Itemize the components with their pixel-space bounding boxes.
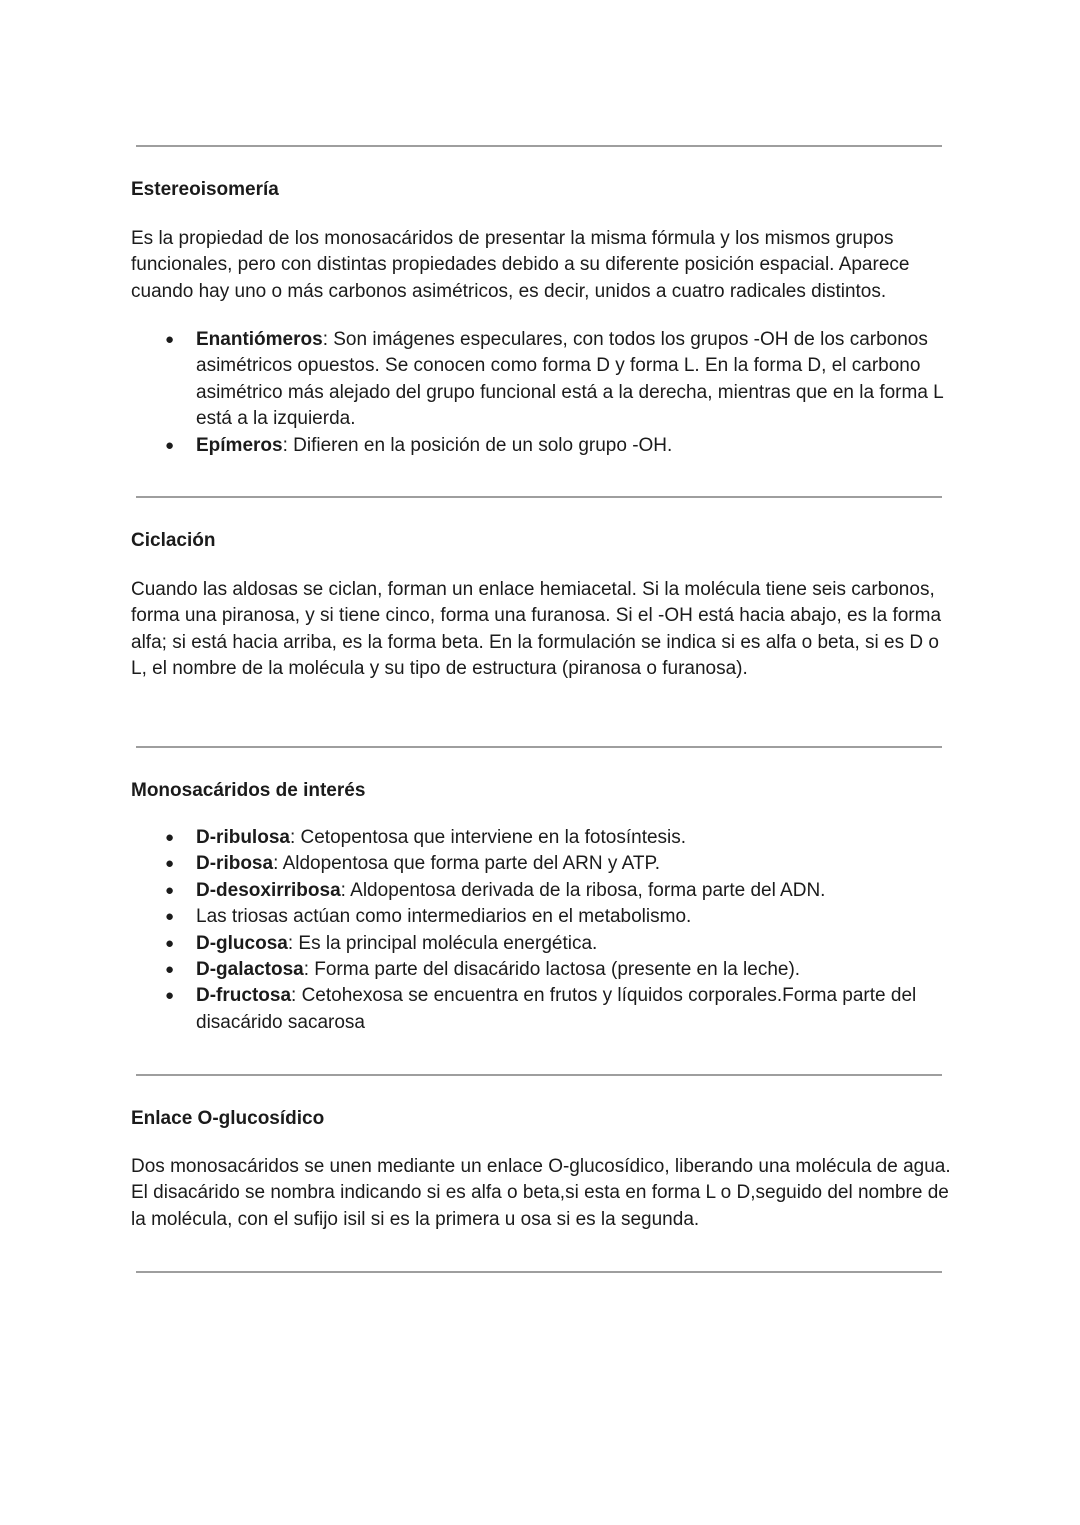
list-item-text: : Cetopentosa que interviene en la fotosíntesis. <box>289 827 687 848</box>
list-item <box>131 983 951 1036</box>
list-item-term: Epímeros <box>196 434 283 456</box>
monosacaridos-list <box>131 825 951 1036</box>
bullet-icon: ● <box>165 331 175 348</box>
divider <box>136 496 942 498</box>
list-item-term: D-fructosa <box>196 985 292 1007</box>
list-item <box>131 904 951 930</box>
list-item-text: : Aldopentosa derivada de la ribosa, forma parte del ADN. <box>340 879 826 901</box>
bullet-icon: ● <box>165 829 175 846</box>
bullet-icon: ● <box>165 961 175 979</box>
bullet-icon: ● <box>165 855 175 873</box>
divider <box>136 746 942 748</box>
list-item <box>131 878 951 904</box>
list-item <box>131 433 951 459</box>
list-item-text: : Son imágenes especulares, con todos los grupos -OH de los carbonos asimétricos opuestos. Se conocen como forma D y forma L. En la forma D, el carbono asimétrico más alejado del grupo funcional está a la derecha, mientras que en la forma L está a la izquierda. <box>196 329 944 430</box>
divider <box>136 1074 942 1076</box>
enlace-paragraph: Dos monosacáridos se unen mediante un enlace O-glucosídico, liberando una molécula de agua. El disacárido se nombra indicando si es alfa o beta,si esta en forma L o D,seguido del nombre de la molécula, con el sufijo isil si es la primera u osa si es la segunda. <box>131 1156 951 1230</box>
list-item-text: Las triosas actúan como intermediarios en el metabolismo. <box>196 906 692 928</box>
list-item <box>131 851 951 877</box>
list-item-term: D-desoxirribosa <box>196 879 341 901</box>
bullet-icon: ● <box>165 987 175 1005</box>
divider <box>136 145 942 147</box>
section-title-estereoisomeria: Estereoisomería <box>131 179 279 200</box>
bullet-icon: ● <box>165 908 175 926</box>
ciclacion-paragraph: Cuando las aldosas se ciclan, forman un enlace hemiacetal. Si la molécula tiene seis carbonos, forma una piranosa, y si tiene cinco, forma una furanosa. Si el -OH está hacia abajo, es la forma alfa; si está hacia arriba, es la forma beta. En la formulación se indica si es alfa o beta, si es D o L, el nombre de la molécula y su tipo de estructura (piranosa o furanosa). <box>131 579 942 680</box>
bullet-icon: ● <box>165 934 175 952</box>
list-item <box>131 825 951 851</box>
list-item-term: D-ribulosa <box>196 827 290 848</box>
list-item-text: : Difieren en la posición de un solo grupo -OH. <box>282 434 673 456</box>
bullet-icon: ● <box>165 881 175 899</box>
list-item-term: D-galactosa <box>196 959 304 981</box>
list-item-text: : Es la principal molécula energética. <box>287 932 598 954</box>
list-item-term: D-ribosa <box>196 853 274 875</box>
list-item-text: : Aldopentosa que forma parte del ARN y ATP. <box>273 853 660 875</box>
list-item <box>131 327 951 433</box>
list-item-term: Enantiómeros <box>196 329 323 350</box>
section-title-ciclacion: Ciclación <box>131 530 216 551</box>
estereoisomeria-list <box>131 327 951 459</box>
section-title-enlace: Enlace O-glucosídico <box>131 1108 325 1129</box>
estereoisomeria-paragraph: Es la propiedad de los monosacáridos de presentar la misma fórmula y los mismos grupos funcionales, pero con distintas propiedades debido a su diferente posición espacial. Aparece cuando hay uno o más carbonos asimétricos, es decir, unidos a cuatro radicales distintos. <box>131 228 910 302</box>
list-item-term: D-glucosa <box>196 932 288 954</box>
list-item-text: : Forma parte del disacárido lactosa (presente en la leche). <box>303 959 801 981</box>
bullet-icon: ● <box>165 436 175 454</box>
list-item-text: : Cetohexosa se encuentra en frutos y líquidos corporales.Forma parte del disacárido sacarosa <box>196 985 917 1033</box>
section-title-monosacaridos: Monosacáridos de interés <box>131 780 366 801</box>
list-item <box>131 931 951 957</box>
divider <box>136 1271 942 1273</box>
list-item <box>131 957 951 983</box>
